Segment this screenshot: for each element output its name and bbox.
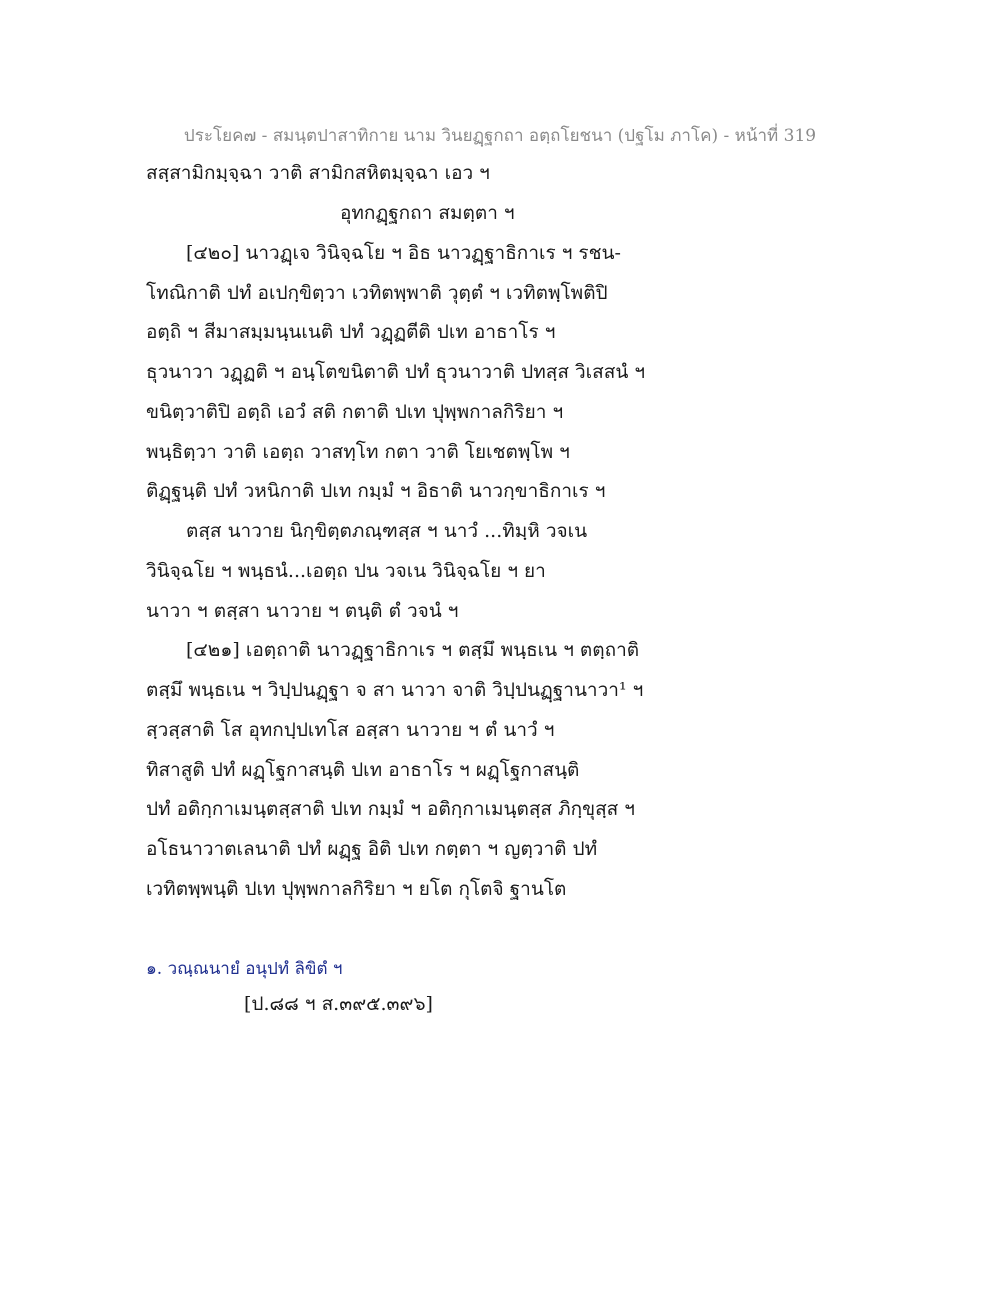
text-line: ทิสาสูติ ปทํ ผฏฺโฐกาสนฺติ ปเท อาธาโร ฯ ผฏฺโฐกาสนฺติ bbox=[146, 759, 580, 781]
footnote: ๑. วณฺณนายํ อนุปทํ ลิขิตํ ฯ bbox=[146, 959, 343, 979]
text-line: ตสฺส นาวาย นิกฺขิตฺตภณฺฑสฺส ฯ นาวํ ...ทิมฺหิ วจเน bbox=[186, 520, 588, 542]
text-line: ธุวนาวา วฏฺฏติ ฯ อนฺโตขนิตาติ ปทํ ธุวนาวาติ ปทสฺส วิเสสนํ ฯ bbox=[146, 361, 646, 383]
text-line: ขนิตฺวาติปิ อตฺถิ เอวํ สติ กตาติ ปเท ปุพฺพกาลกิริยา ฯ bbox=[146, 401, 564, 423]
text-line: ติฏฺฐนฺติ ปทํ วหนิกาติ ปเท กมฺมํ ฯ อิธาติ นาวกฺขาธิกาเร ฯ bbox=[146, 480, 606, 502]
page-reference: [ป.๘๘ ฯ ส.๓๙๕.๓๙๖] bbox=[244, 993, 433, 1015]
text-line: อโธนาวาตเลนาติ ปทํ ผฏฺฐ อิติ ปเท กตฺตา ฯ ญตฺวาติ ปทํ bbox=[146, 838, 598, 860]
text-line: พนฺธิตฺวา วาติ เอตฺถ วาสทฺโท กตา วาติ โยเชตพฺโพ ฯ bbox=[146, 441, 570, 463]
text-line: [๔๒๐] นาวฏฺเจ วินิจฺฉโย ฯ อิธ นาวฏฺฐาธิกาเร ฯ รชน- bbox=[186, 242, 621, 264]
text-line: สฺวสฺสาติ โส อุทกปฺปเทโส อสฺสา นาวาย ฯ ตํ นาวํ ฯ bbox=[146, 719, 555, 741]
page-header: ประโยค๗ - สมนฺตปาสาทิกาย นาม วินยฏฺฐกถา อตฺถโยชนา (ปฐโม ภาโค) - หน้าที่ 319 bbox=[183, 126, 817, 146]
text-line: ปทํ อติกฺกาเมนฺตสฺสาติ ปเท กมฺมํ ฯ อติกฺกาเมนฺตสฺส ภิกฺขุสฺส ฯ bbox=[146, 798, 635, 820]
text-line: นาวา ฯ ตสฺสา นาวาย ฯ ตนฺติ ตํ วจนํ ฯ bbox=[146, 600, 459, 622]
text-line: สสฺสามิกมฺจฺฉา วาติ สามิกสหิตมฺจฺฉา เอว ฯ bbox=[146, 162, 490, 184]
text-line: ตสฺมึ พนฺธเน ฯ วิปฺปนฏฺฐา จ สา นาวา จาติ วิปฺปนฏฺฐานาวา¹ ฯ bbox=[146, 679, 644, 701]
text-line: อตฺถิ ฯ สีมาสมฺมนฺนเนติ ปทํ วฏฺฏตีติ ปเท อาธาโร ฯ bbox=[146, 321, 556, 343]
text-line: เวทิตพฺพนฺติ ปเท ปุพฺพกาลกิริยา ฯ ยโต กุโตจิ ฐานโต bbox=[146, 878, 567, 900]
text-line: วินิจฺฉโย ฯ พนฺธนํ...เอตฺถ ปน วจเน วินิจฺฉโย ฯ ยา bbox=[146, 560, 546, 582]
section-end-title: อุทกฏฺฐกถา สมตฺตา ฯ bbox=[340, 202, 515, 224]
text-line: โทณิกาติ ปทํ อเปกฺขิตฺวา เวทิตพฺพาติ วุตฺตํ ฯ เวทิตพฺโพติปิ bbox=[146, 282, 608, 304]
text-line: [๔๒๑] เอตฺถาติ นาวฏฺฐาธิกาเร ฯ ตสฺมึ พนฺธเน ฯ ตตฺถาติ bbox=[186, 639, 640, 661]
